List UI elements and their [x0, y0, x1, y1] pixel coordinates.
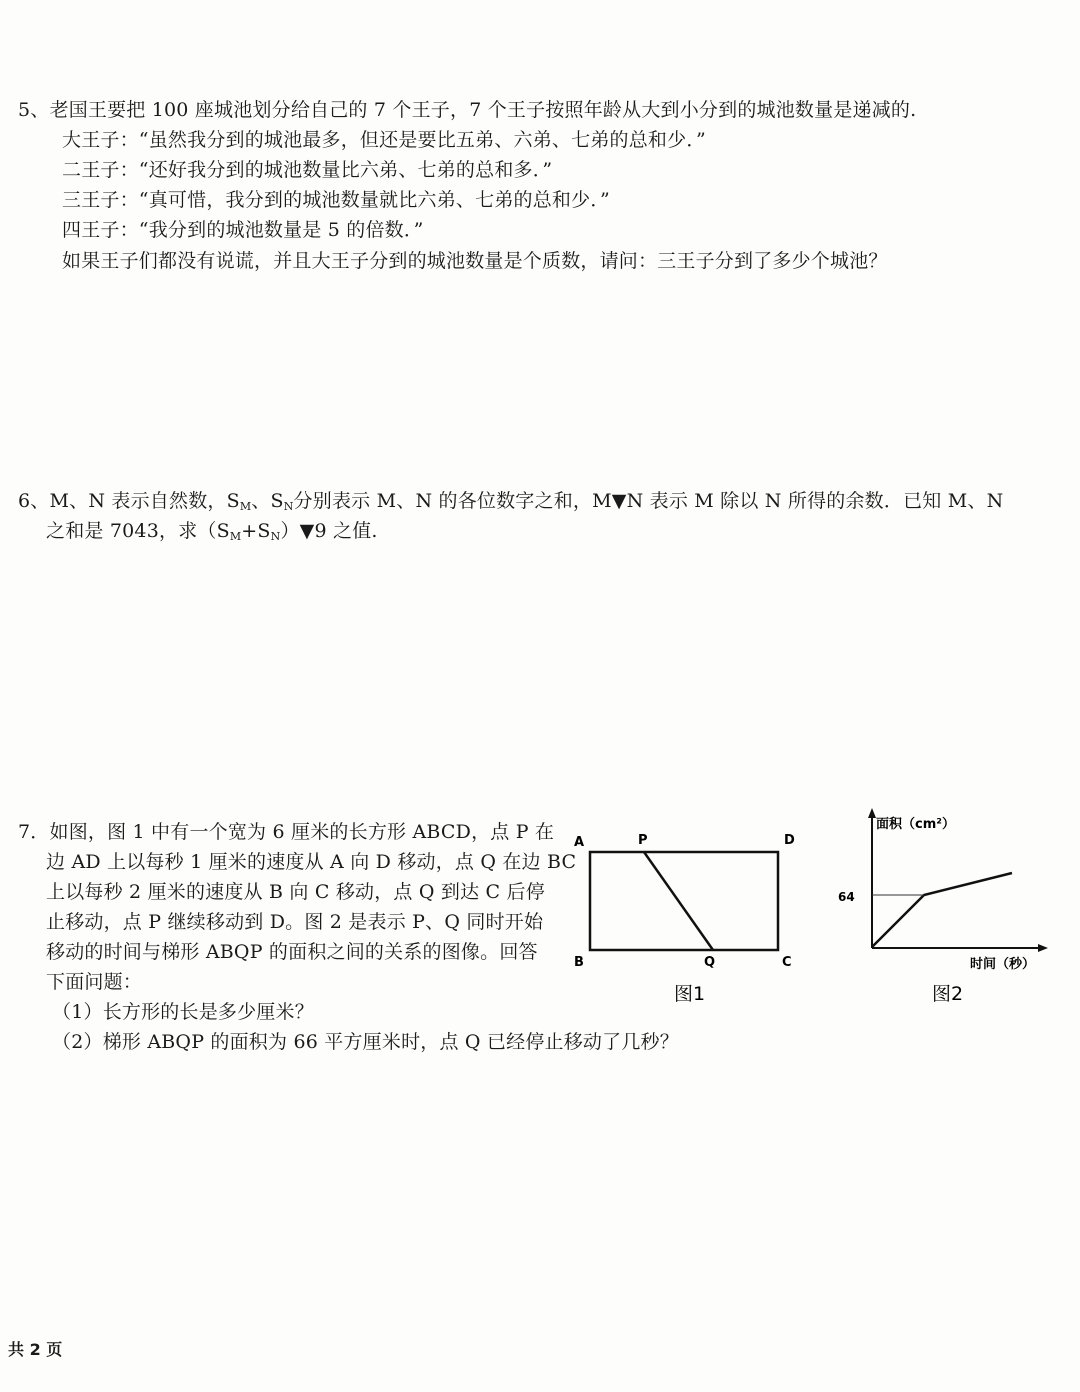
- rectangle-abcd: [590, 852, 778, 950]
- q6-text-f: ）▼9 之值.: [280, 520, 378, 542]
- figure-2-graph: [830, 806, 1065, 1012]
- q6-text-e: +S: [241, 520, 271, 542]
- q6-text-c: 分别表示 M、N 的各位数字之和，M▼N 表示 M 除以 N 所得的余数．已知 M、N: [293, 490, 1004, 512]
- q7-sub-question-1: （1）长方形的长是多少厘米？: [52, 1001, 314, 1023]
- q5-line-4: 三王子：“真可惜，我分到的城池数量就比六弟、七弟的总和少．”: [62, 189, 610, 211]
- q6-text-d: 之和是 7043，求（S: [46, 520, 230, 542]
- q6-sub-m-2: M: [229, 530, 242, 543]
- figure-2-caption: 图2: [932, 983, 964, 1005]
- label-c: C: [782, 955, 792, 970]
- q5-line-2: 大王子：“虽然我分到的城池最多，但还是要比五弟、六弟、七弟的总和少．”: [62, 129, 706, 151]
- q7-sub-question-2: （2）梯形 ABQP 的面积为 66 平方厘米时，点 Q 已经停止移动了几秒？: [52, 1031, 679, 1053]
- q5-line-3: 二王子：“还好我分到的城池数量比六弟、七弟的总和多．”: [62, 159, 553, 181]
- q6-line-2: [46, 519, 378, 549]
- q6-sub-m: M: [239, 500, 252, 513]
- q5-line-1: 5、老国王要把 100 座城池划分给自己的 7 个王子，7 个王子按照年龄从大到小分到的城池数量是递减的.: [18, 99, 917, 121]
- label-q: Q: [704, 955, 716, 970]
- q6-text-a: 6、M、N 表示自然数，S: [18, 490, 240, 512]
- q7-line-4: 止移动，点 P 继续移动到 D。图 2 是表示 P、Q 同时开始: [46, 911, 544, 933]
- label-b: B: [574, 955, 584, 970]
- tick-64-label: 64: [838, 890, 855, 904]
- q5-line-6: 如果王子们都没有说谎，并且大王子分到的城池数量是个质数，请问：三王子分到了多少个城池？: [62, 250, 888, 272]
- q7-line-6: 下面问题：: [46, 971, 143, 993]
- label-p: P: [638, 833, 648, 848]
- segment-pq: [644, 852, 713, 950]
- x-axis-label: 时间（秒）: [970, 957, 1036, 972]
- y-axis-arrow-icon: [868, 808, 876, 818]
- label-d: D: [784, 833, 795, 848]
- q7-line-2: 边 AD 上以每秒 1 厘米的速度从 A 向 D 移动，点 Q 在边 BC: [46, 851, 577, 873]
- q7-line-5: 移动的时间与梯形 ABQP 的面积之间的关系的图像。回答: [46, 941, 538, 963]
- figure-1-rectangle: [568, 826, 808, 1012]
- q6-sub-n-2: N: [270, 530, 281, 543]
- q5-line-5: 四王子：“我分到的城池数量是 5 的倍数．”: [62, 219, 424, 241]
- q6-sub-n: N: [283, 500, 294, 513]
- q7-line-3: 上以每秒 2 厘米的速度从 B 向 C 移动，点 Q 到达 C 后停: [46, 881, 545, 903]
- y-axis-label: 面积（cm²）: [876, 817, 955, 832]
- figure-1-caption: 图1: [674, 983, 706, 1005]
- q6-text-b: 、S: [251, 490, 284, 512]
- q6-line-1: [18, 489, 1003, 519]
- area-curve: [872, 873, 1012, 947]
- page-count-footer: 共 2 页: [8, 1340, 63, 1359]
- label-a: A: [574, 835, 585, 850]
- x-axis-arrow-icon: [1038, 944, 1048, 952]
- q7-line-1: 7．如图，图 1 中有一个宽为 6 厘米的长方形 ABCD，点 P 在: [18, 821, 555, 843]
